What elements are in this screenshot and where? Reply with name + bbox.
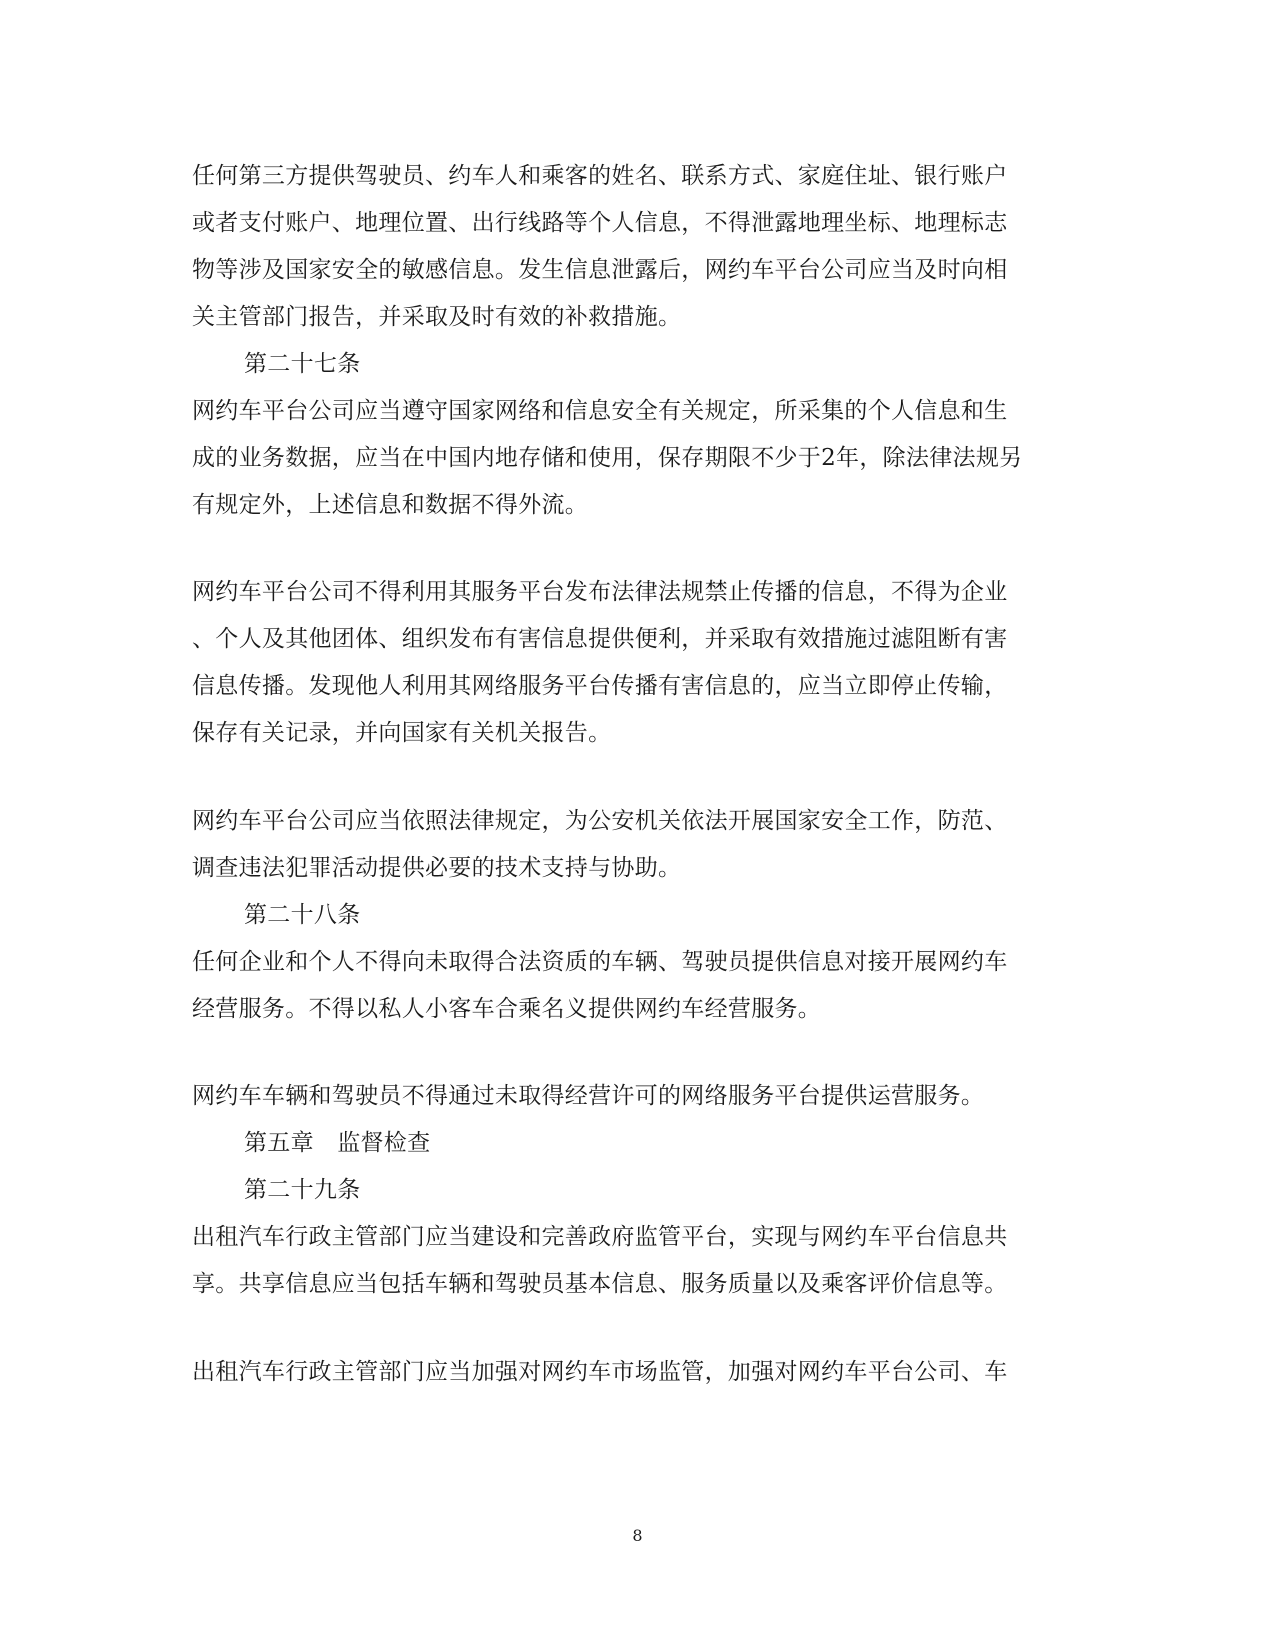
body-text-line: 网约车平台公司应当依照法律规定，为公安机关依法开展国家安全工作，防范、	[192, 808, 1008, 834]
body-text-line: 、个人及其他团体、组织发布有害信息提供便利，并采取有效措施过滤阻断有害	[192, 626, 1008, 652]
body-text-line: 网约车平台公司不得利用其服务平台发布法律法规禁止传播的信息，不得为企业	[192, 579, 1008, 605]
body-text-line: 成的业务数据，应当在中国内地存储和使用，保存期限不少于2年，除法律法规另	[192, 445, 1023, 471]
body-text-line: 出租汽车行政主管部门应当加强对网约车市场监管，加强对网约车平台公司、车	[192, 1359, 1008, 1385]
page-number: 8	[632, 1526, 643, 1545]
body-text-line: 关主管部门报告，并采取及时有效的补救措施。	[192, 304, 682, 330]
body-text-line: 享。共享信息应当包括车辆和驾驶员基本信息、服务质量以及乘客评价信息等。	[192, 1271, 1008, 1297]
body-text-line: 网约车车辆和驾驶员不得通过未取得经营许可的网络服务平台提供运营服务。	[192, 1083, 985, 1109]
body-text-line: 保存有关记录，并向国家有关机关报告。	[192, 720, 612, 746]
article-heading: 第二十七条	[244, 351, 361, 377]
article-heading: 第二十九条	[244, 1177, 361, 1203]
article-heading: 第二十八条	[244, 902, 361, 928]
body-text-line: 任何第三方提供驾驶员、约车人和乘客的姓名、联系方式、家庭住址、银行账户	[192, 163, 1008, 189]
body-text-line: 网约车平台公司应当遵守国家网络和信息安全有关规定，所采集的个人信息和生	[192, 398, 1008, 424]
chapter-heading: 第五章 监督检查	[244, 1130, 431, 1156]
body-text-line: 任何企业和个人不得向未取得合法资质的车辆、驾驶员提供信息对接开展网约车	[192, 949, 1008, 975]
body-text-line: 信息传播。发现他人利用其网络服务平台传播有害信息的，应当立即停止传输，	[192, 673, 1008, 699]
body-text-line: 出租汽车行政主管部门应当建设和完善政府监管平台，实现与网约车平台信息共	[192, 1224, 1008, 1250]
body-text-line: 物等涉及国家安全的敏感信息。发生信息泄露后，网约车平台公司应当及时向相	[192, 257, 1008, 283]
body-text-line: 或者支付账户、地理位置、出行线路等个人信息，不得泄露地理坐标、地理标志	[192, 210, 1008, 236]
body-text-line: 经营服务。不得以私人小客车合乘名义提供网约车经营服务。	[192, 996, 822, 1022]
body-text-line: 有规定外，上述信息和数据不得外流。	[192, 492, 589, 518]
body-text-line: 调查违法犯罪活动提供必要的技术支持与协助。	[192, 855, 682, 881]
